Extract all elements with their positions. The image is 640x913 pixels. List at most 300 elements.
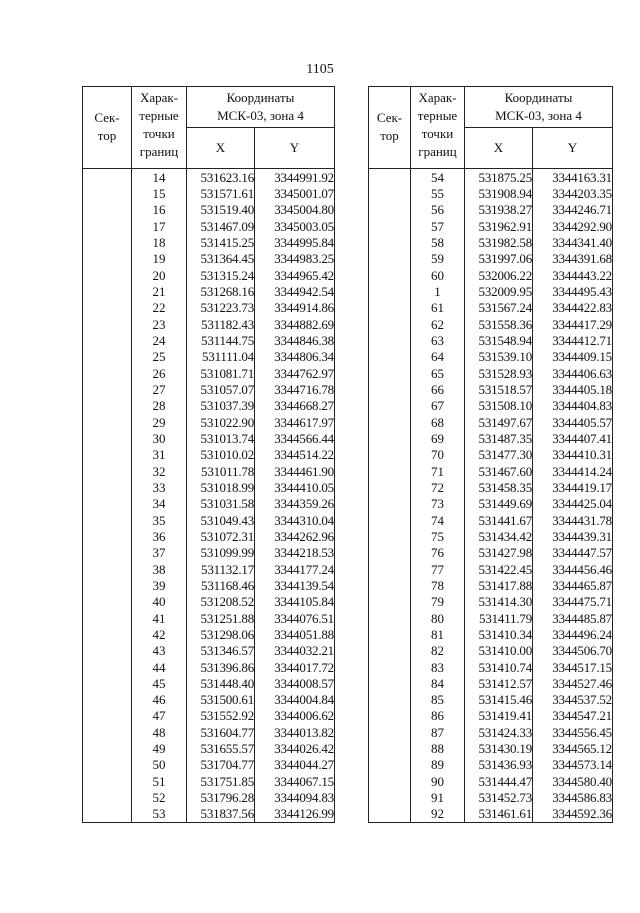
page-number: 1105 [306,62,334,77]
x-cell: 531452.73 [465,789,533,805]
table-row [369,528,613,544]
point-cell: 70 [411,447,465,463]
point-cell: 73 [411,496,465,512]
y-cell: 3344425.04 [533,496,613,512]
x-cell: 531049.43 [187,512,255,528]
point-cell: 60 [411,267,465,283]
x-cell: 531144.75 [187,332,255,348]
x-cell: 531528.93 [465,365,533,381]
table-row [83,659,335,675]
point-cell: 57 [411,218,465,234]
y-cell: 3344485.87 [533,610,613,626]
y-cell: 3344410.05 [255,479,335,495]
point-cell: 64 [411,349,465,365]
y-cell: 3344404.83 [533,398,613,414]
table-row [369,675,613,691]
y-cell: 3344495.43 [533,283,613,299]
sector-cell [83,610,132,626]
table-row [83,757,335,773]
sector-cell [83,577,132,593]
sector-cell [369,218,411,234]
x-cell: 531477.30 [465,447,533,463]
y-cell: 3344405.57 [533,414,613,430]
sector-cell [369,430,411,446]
table-row [83,577,335,593]
sector-cell [83,185,132,201]
sector-cell [83,496,132,512]
table-row [83,365,335,381]
point-cell: 27 [132,381,187,397]
y-cell: 3344506.70 [533,643,613,659]
sector-cell [83,594,132,610]
y-cell: 3344566.44 [255,430,335,446]
table-row [83,169,335,186]
x-cell: 531467.09 [187,218,255,234]
sector-cell [369,234,411,250]
sector-cell [369,708,411,724]
point-cell: 75 [411,528,465,544]
point-cell: 79 [411,594,465,610]
point-cell: 41 [132,610,187,626]
sector-cell [83,202,132,218]
x-cell: 531497.67 [465,414,533,430]
point-cell: 21 [132,283,187,299]
y-cell: 3344527.46 [533,675,613,691]
x-cell: 531415.25 [187,234,255,250]
table-row [369,789,613,805]
sector-cell [83,251,132,267]
x-cell: 531010.02 [187,447,255,463]
point-cell: 84 [411,675,465,691]
table-row [83,512,335,528]
table-body-left [83,169,335,823]
table-row [83,643,335,659]
point-cell: 50 [132,757,187,773]
point-cell: 43 [132,643,187,659]
point-cell: 86 [411,708,465,724]
x-cell: 531908.94 [465,185,533,201]
table-row [369,659,613,675]
point-cell: 29 [132,414,187,430]
x-cell: 531424.33 [465,724,533,740]
point-cell: 48 [132,724,187,740]
y-cell: 3344051.88 [255,626,335,642]
point-cell: 42 [132,626,187,642]
y-cell: 3344942.54 [255,283,335,299]
x-cell: 531623.16 [187,169,255,186]
sector-cell [369,414,411,430]
table-row [369,577,613,593]
x-cell: 531875.25 [465,169,533,186]
sector-cell [369,626,411,642]
point-cell: 78 [411,577,465,593]
x-cell: 531410.34 [465,626,533,642]
x-cell: 531487.35 [465,430,533,446]
sector-cell [83,283,132,299]
table-row [83,316,335,332]
table-row [83,300,335,316]
table-row [369,610,613,626]
x-cell: 531111.04 [187,349,255,365]
points-header-line: терные [139,108,179,123]
x-cell: 531436.93 [465,757,533,773]
y-cell: 3344163.31 [533,169,613,186]
table-row [369,806,613,823]
table-row [369,447,613,463]
y-cell: 3344422.83 [533,300,613,316]
table-row [83,267,335,283]
point-cell: 53 [132,806,187,823]
sector-cell [369,251,411,267]
x-cell: 531796.28 [187,789,255,805]
x-cell: 531751.85 [187,773,255,789]
y-cell: 3344592.36 [533,806,613,823]
sector-cell [83,561,132,577]
y-cell: 3344716.78 [255,381,335,397]
point-cell: 25 [132,349,187,365]
sector-cell [369,740,411,756]
table-row [83,283,335,299]
points-header-line: границ [418,144,457,159]
sector-cell [369,479,411,495]
x-cell: 531022.90 [187,414,255,430]
sector-cell [83,349,132,365]
x-cell: 531558.36 [465,316,533,332]
points-header-line: границ [139,144,179,159]
sector-cell [83,479,132,495]
point-cell: 77 [411,561,465,577]
table-row [369,414,613,430]
table-row [83,561,335,577]
point-cell: 68 [411,414,465,430]
point-cell: 19 [132,251,187,267]
sector-cell [369,512,411,528]
y-cell: 3344995.84 [255,234,335,250]
table-row [369,512,613,528]
x-cell: 531223.73 [187,300,255,316]
point-cell: 71 [411,463,465,479]
table-row [83,185,335,201]
table-row [83,381,335,397]
x-cell: 531298.06 [187,626,255,642]
point-cell: 65 [411,365,465,381]
point-cell: 31 [132,447,187,463]
table-row [369,316,613,332]
table-row [369,365,613,381]
x-cell: 531364.45 [187,251,255,267]
y-cell: 3344310.04 [255,512,335,528]
y-cell: 3344004.84 [255,692,335,708]
x-cell: 531655.57 [187,740,255,756]
points-header-line: точки [143,126,175,141]
table-row [369,479,613,495]
table-row [369,724,613,740]
sector-cell [83,659,132,675]
table-row [83,692,335,708]
x-cell: 531518.57 [465,381,533,397]
point-cell: 76 [411,545,465,561]
y-cell: 3344586.83 [533,789,613,805]
sector-cell [83,365,132,381]
table-row [369,398,613,414]
y-cell: 3344461.90 [255,463,335,479]
x-cell: 531057.07 [187,381,255,397]
table-row [369,300,613,316]
table-row [369,202,613,218]
sector-cell [369,577,411,593]
x-cell: 531037.39 [187,398,255,414]
sector-cell [369,185,411,201]
y-cell: 3344443.22 [533,267,613,283]
sector-cell [83,757,132,773]
table-row [83,789,335,805]
y-cell: 3344537.52 [533,692,613,708]
y-cell: 3344032.21 [255,643,335,659]
point-cell: 81 [411,626,465,642]
y-cell: 3344139.54 [255,577,335,593]
point-cell: 66 [411,381,465,397]
y-cell: 3344177.24 [255,561,335,577]
x-cell: 531013.74 [187,430,255,446]
y-cell: 3345004.80 [255,202,335,218]
point-cell: 69 [411,430,465,446]
point-cell: 45 [132,675,187,691]
x-cell: 531508.10 [465,398,533,414]
points-header-line: Харак- [418,90,457,105]
y-cell: 3344412.71 [533,332,613,348]
y-cell: 3344419.17 [533,479,613,495]
sector-cell [83,414,132,430]
point-cell: 51 [132,773,187,789]
point-cell: 55 [411,185,465,201]
x-cell: 531011.78 [187,463,255,479]
table-row [369,185,613,201]
point-cell: 39 [132,577,187,593]
sector-cell [83,708,132,724]
point-cell: 61 [411,300,465,316]
point-cell: 40 [132,594,187,610]
sector-cell [83,773,132,789]
y-cell: 3345003.05 [255,218,335,234]
point-cell: 72 [411,479,465,495]
x-cell: 531430.19 [465,740,533,756]
y-header: Y [533,128,613,169]
x-cell: 531837.56 [187,806,255,823]
table-row [83,740,335,756]
table-row [83,545,335,561]
y-cell: 3344580.40 [533,773,613,789]
x-cell: 531422.45 [465,561,533,577]
point-cell: 35 [132,512,187,528]
sector-header-line: тор [380,128,399,143]
y-cell: 3344359.26 [255,496,335,512]
point-cell: 54 [411,169,465,186]
point-cell: 87 [411,724,465,740]
point-cell: 24 [132,332,187,348]
sector-cell [83,626,132,642]
x-cell: 531448.40 [187,675,255,691]
point-cell: 32 [132,463,187,479]
y-cell: 3344965.42 [255,267,335,283]
table-row [369,218,613,234]
x-cell: 531417.88 [465,577,533,593]
point-cell: 33 [132,479,187,495]
x-cell: 531251.88 [187,610,255,626]
x-cell: 531548.94 [465,332,533,348]
table-row [83,594,335,610]
point-cell: 80 [411,610,465,626]
y-cell: 3344556.45 [533,724,613,740]
x-cell: 531414.30 [465,594,533,610]
y-cell: 3344410.31 [533,447,613,463]
point-cell: 67 [411,398,465,414]
x-cell: 531411.79 [465,610,533,626]
table-row [369,757,613,773]
table-row [83,218,335,234]
table-row [83,430,335,446]
x-cell: 531571.61 [187,185,255,201]
coordinates-table-right [368,86,613,823]
y-cell: 3344806.34 [255,349,335,365]
point-cell: 56 [411,202,465,218]
x-cell: 531704.77 [187,757,255,773]
sector-cell [369,643,411,659]
point-cell: 63 [411,332,465,348]
x-cell: 531182.43 [187,316,255,332]
table-row [83,806,335,823]
y-cell: 3344465.87 [533,577,613,593]
point-cell: 74 [411,512,465,528]
point-cell: 59 [411,251,465,267]
x-cell: 531412.57 [465,675,533,691]
point-cell: 49 [132,740,187,756]
table-row [369,708,613,724]
x-cell: 532009.95 [465,283,533,299]
y-cell: 3344991.92 [255,169,335,186]
sector-cell [83,316,132,332]
y-cell: 3344391.68 [533,251,613,267]
sector-cell [83,381,132,397]
point-cell: 44 [132,659,187,675]
sector-cell [369,675,411,691]
sector-cell [83,463,132,479]
table-row [369,561,613,577]
table-row [83,724,335,740]
y-cell: 3344882.69 [255,316,335,332]
y-cell: 3344409.15 [533,349,613,365]
sector-cell [83,512,132,528]
sector-cell [83,218,132,234]
x-cell: 531419.41 [465,708,533,724]
y-cell: 3344617.97 [255,414,335,430]
table-row [83,528,335,544]
x-cell: 531458.35 [465,479,533,495]
x-cell: 531018.99 [187,479,255,495]
x-cell: 532006.22 [465,267,533,283]
table-row [83,447,335,463]
x-cell: 531444.47 [465,773,533,789]
sector-cell [369,610,411,626]
sector-cell [369,300,411,316]
y-cell: 3344431.78 [533,512,613,528]
x-cell: 531168.46 [187,577,255,593]
y-cell: 3344517.15 [533,659,613,675]
y-cell: 3344262.96 [255,528,335,544]
sector-cell [83,675,132,691]
table-row [83,398,335,414]
sector-cell [83,528,132,544]
y-cell: 3344094.83 [255,789,335,805]
sector-cell [369,202,411,218]
point-cell: 58 [411,234,465,250]
table-row [83,234,335,250]
point-cell: 46 [132,692,187,708]
y-cell: 3344341.40 [533,234,613,250]
table-body-right [369,169,613,823]
sector-cell [83,169,132,186]
table-row [369,626,613,642]
point-cell: 20 [132,267,187,283]
point-cell: 62 [411,316,465,332]
sector-cell [369,773,411,789]
table-row [83,479,335,495]
table-row [369,643,613,659]
y-cell: 3344762.97 [255,365,335,381]
y-cell: 3344013.82 [255,724,335,740]
y-cell: 3344017.72 [255,659,335,675]
table-row [83,332,335,348]
y-cell: 3344246.71 [533,202,613,218]
table-row [83,349,335,365]
y-cell: 3344126.99 [255,806,335,823]
x-cell: 531500.61 [187,692,255,708]
point-cell: 92 [411,806,465,823]
y-cell: 3344439.31 [533,528,613,544]
y-cell: 3344407.41 [533,430,613,446]
sector-cell [83,267,132,283]
point-cell: 88 [411,740,465,756]
sector-cell [83,740,132,756]
y-cell: 3344203.35 [533,185,613,201]
y-cell: 3344044.27 [255,757,335,773]
sector-cell [369,528,411,544]
x-header: X [465,128,533,169]
coords-header-line: Координаты [504,90,573,105]
sector-header-line: Сек- [94,110,120,125]
y-cell: 3344405.18 [533,381,613,397]
sector-cell [83,643,132,659]
table-row [369,496,613,512]
table-row [369,594,613,610]
sector-cell [369,757,411,773]
sector-header [369,87,411,169]
table-row [369,332,613,348]
table-row [83,414,335,430]
points-header [132,87,187,169]
x-cell: 531268.16 [187,283,255,299]
sector-cell [83,447,132,463]
sector-header-line: тор [97,128,117,143]
x-cell: 531461.61 [465,806,533,823]
sector-cell [369,545,411,561]
sector-cell [83,724,132,740]
x-cell: 531938.27 [465,202,533,218]
point-cell: 85 [411,692,465,708]
x-cell: 531081.71 [187,365,255,381]
coords-header-line: Координаты [226,90,295,105]
x-cell: 531415.46 [465,692,533,708]
x-cell: 531552.92 [187,708,255,724]
